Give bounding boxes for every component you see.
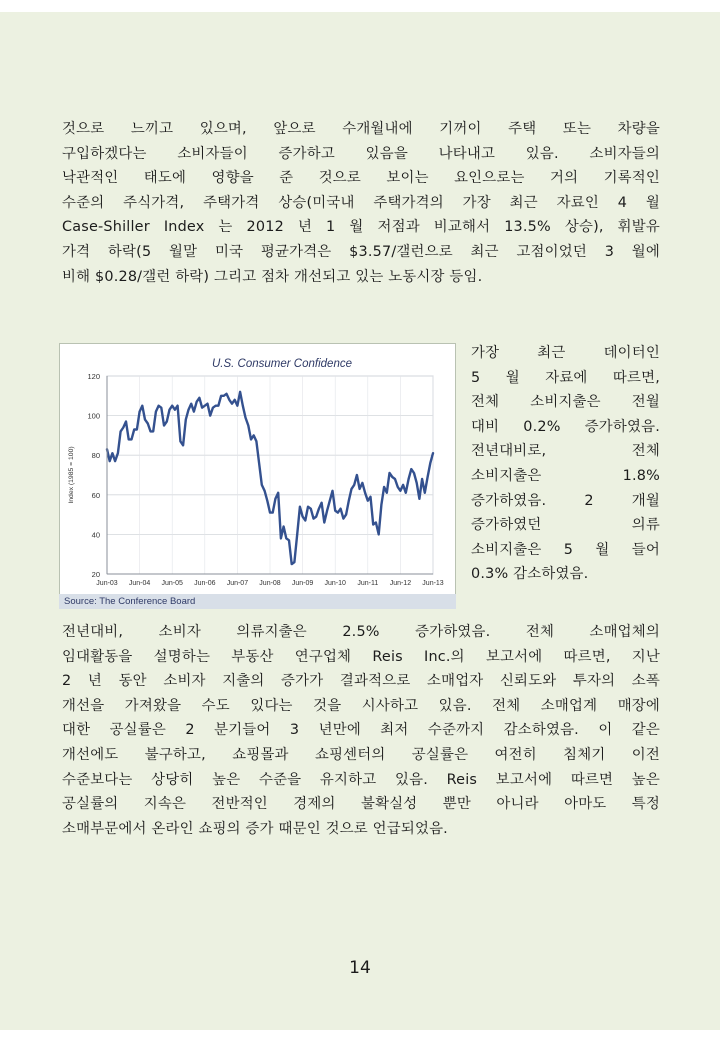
chart-title: U.S. Consumer Confidence (212, 358, 352, 370)
y-tick-label: 40 (91, 530, 100, 540)
y-tick-label: 80 (91, 451, 100, 461)
x-tick-label: Jun-05 (161, 580, 183, 587)
text-line: 것으로 느끼고 있으며, 앞으로 수개월내에 기꺼이 주택 또는 차량을 (62, 121, 660, 137)
text-line: 전년대비, 소비자 의류지출은 2.5% 증가하였음. 전체 소매업체의 (62, 624, 660, 640)
consumer-confidence-chart (59, 343, 456, 594)
x-tick-label: Jun-06 (194, 580, 216, 587)
text-line: Case-Shiller Index 는 2012 년 1 월 저점과 비교해서 13.5% 상승), 휘발유 (62, 219, 660, 236)
x-tick-label: Jun-08 (259, 580, 281, 587)
y-tick-label: 20 (91, 570, 100, 579)
page-number: 14 (349, 958, 371, 978)
text-line: 개선에도 불구하고, 쇼핑몰과 쇼핑센터의 공실률은 여전히 침체기 이전 (62, 746, 660, 763)
x-tick-label: Jun-11 (357, 580, 379, 587)
text-line: 구입하겠다는 소비자들이 증가하고 있음을 나타내고 있음. 소비자들의 (62, 145, 660, 162)
x-tick-label: Jun-13 (422, 580, 444, 587)
text-line: 비해 $0.28/갤런 하락) 그리고 점차 개선되고 있는 노동시장 등임. (62, 268, 483, 285)
text-line: 가격 하락(5 월말 미국 평균가격은 $3.57/갤런으로 최근 고점이었던 3 월에 (62, 243, 660, 260)
text-line: 전년대비로, 전체 (471, 443, 660, 460)
text-line: 0.3% 감소하였음. (471, 566, 589, 583)
text-line: 증가하였던 의류 (471, 517, 660, 534)
y-tick-label: 60 (91, 490, 100, 500)
x-tick-label: Jun-12 (389, 580, 412, 587)
text-line: 소비지출은 5 월 들어 (471, 541, 660, 558)
x-tick-label: Jun-04 (128, 580, 151, 587)
side-paragraph (471, 341, 660, 587)
text-line: 낙관적인 태도에 영향을 준 것으로 보이는 요인으로는 거의 기록적인 (62, 170, 660, 187)
text-line: 공실률의 지속은 전반적인 경제의 불확실성 뿐만 아니라 아마도 특정 (62, 796, 660, 813)
x-tick-label: Jun-09 (291, 580, 314, 587)
text-line: 2 년 동안 소비자 지출의 증가가 결과적으로 소매업자 신뢰도와 투자의 소폭 (62, 673, 660, 690)
text-line: 소비지출은 1.8% (471, 467, 660, 484)
y-tick-label: 100 (87, 411, 100, 421)
text-line: 소매부문에서 온라인 쇼핑의 증가 때문인 것으로 언급되었음. (62, 820, 448, 837)
x-tick-label: Jun-03 (96, 580, 118, 587)
x-tick-label: Jun-07 (226, 580, 249, 587)
text-line: 대비 0.2% 증가하였음. (471, 418, 660, 435)
text-line: 5 월 자료에 따르면, (471, 369, 660, 386)
text-line: 수준보다는 상당히 높은 수준을 유지하고 있음. Reis 보고서에 따르면 높은 (62, 771, 660, 788)
y-axis-label: Index (1985 = 100) (68, 446, 75, 504)
text-line: 수준의 주식가격, 주택가격 상승(미국내 주택가격의 가장 최근 자료인 4 월 (62, 194, 660, 211)
text-line: 대한 공실률은 2 분기들어 3 년만에 최저 수준까지 감소하였음. 이 같은 (62, 722, 660, 739)
text-line: 전체 소비지출은 전월 (471, 394, 660, 411)
text-line: 가장 최근 데이터인 (471, 345, 660, 361)
intro-paragraph (62, 117, 660, 289)
text-line: 임대활동을 설명하는 부동산 연구업체 Reis Inc.의 보고서에 따르면, 지난 (62, 648, 660, 665)
x-tick-label: Jun-10 (324, 580, 346, 587)
text-line: 개선을 가져왔을 수도 있다는 것을 시사하고 있음. 전체 소매업계 매장에 (62, 697, 660, 714)
body-paragraph (62, 620, 660, 841)
consumer-confidence-figure (59, 343, 456, 609)
y-tick-label: 120 (87, 372, 100, 381)
text-line: 증가하였음. 2 개월 (471, 492, 660, 509)
chart-source: Source: The Conference Board (59, 594, 456, 609)
